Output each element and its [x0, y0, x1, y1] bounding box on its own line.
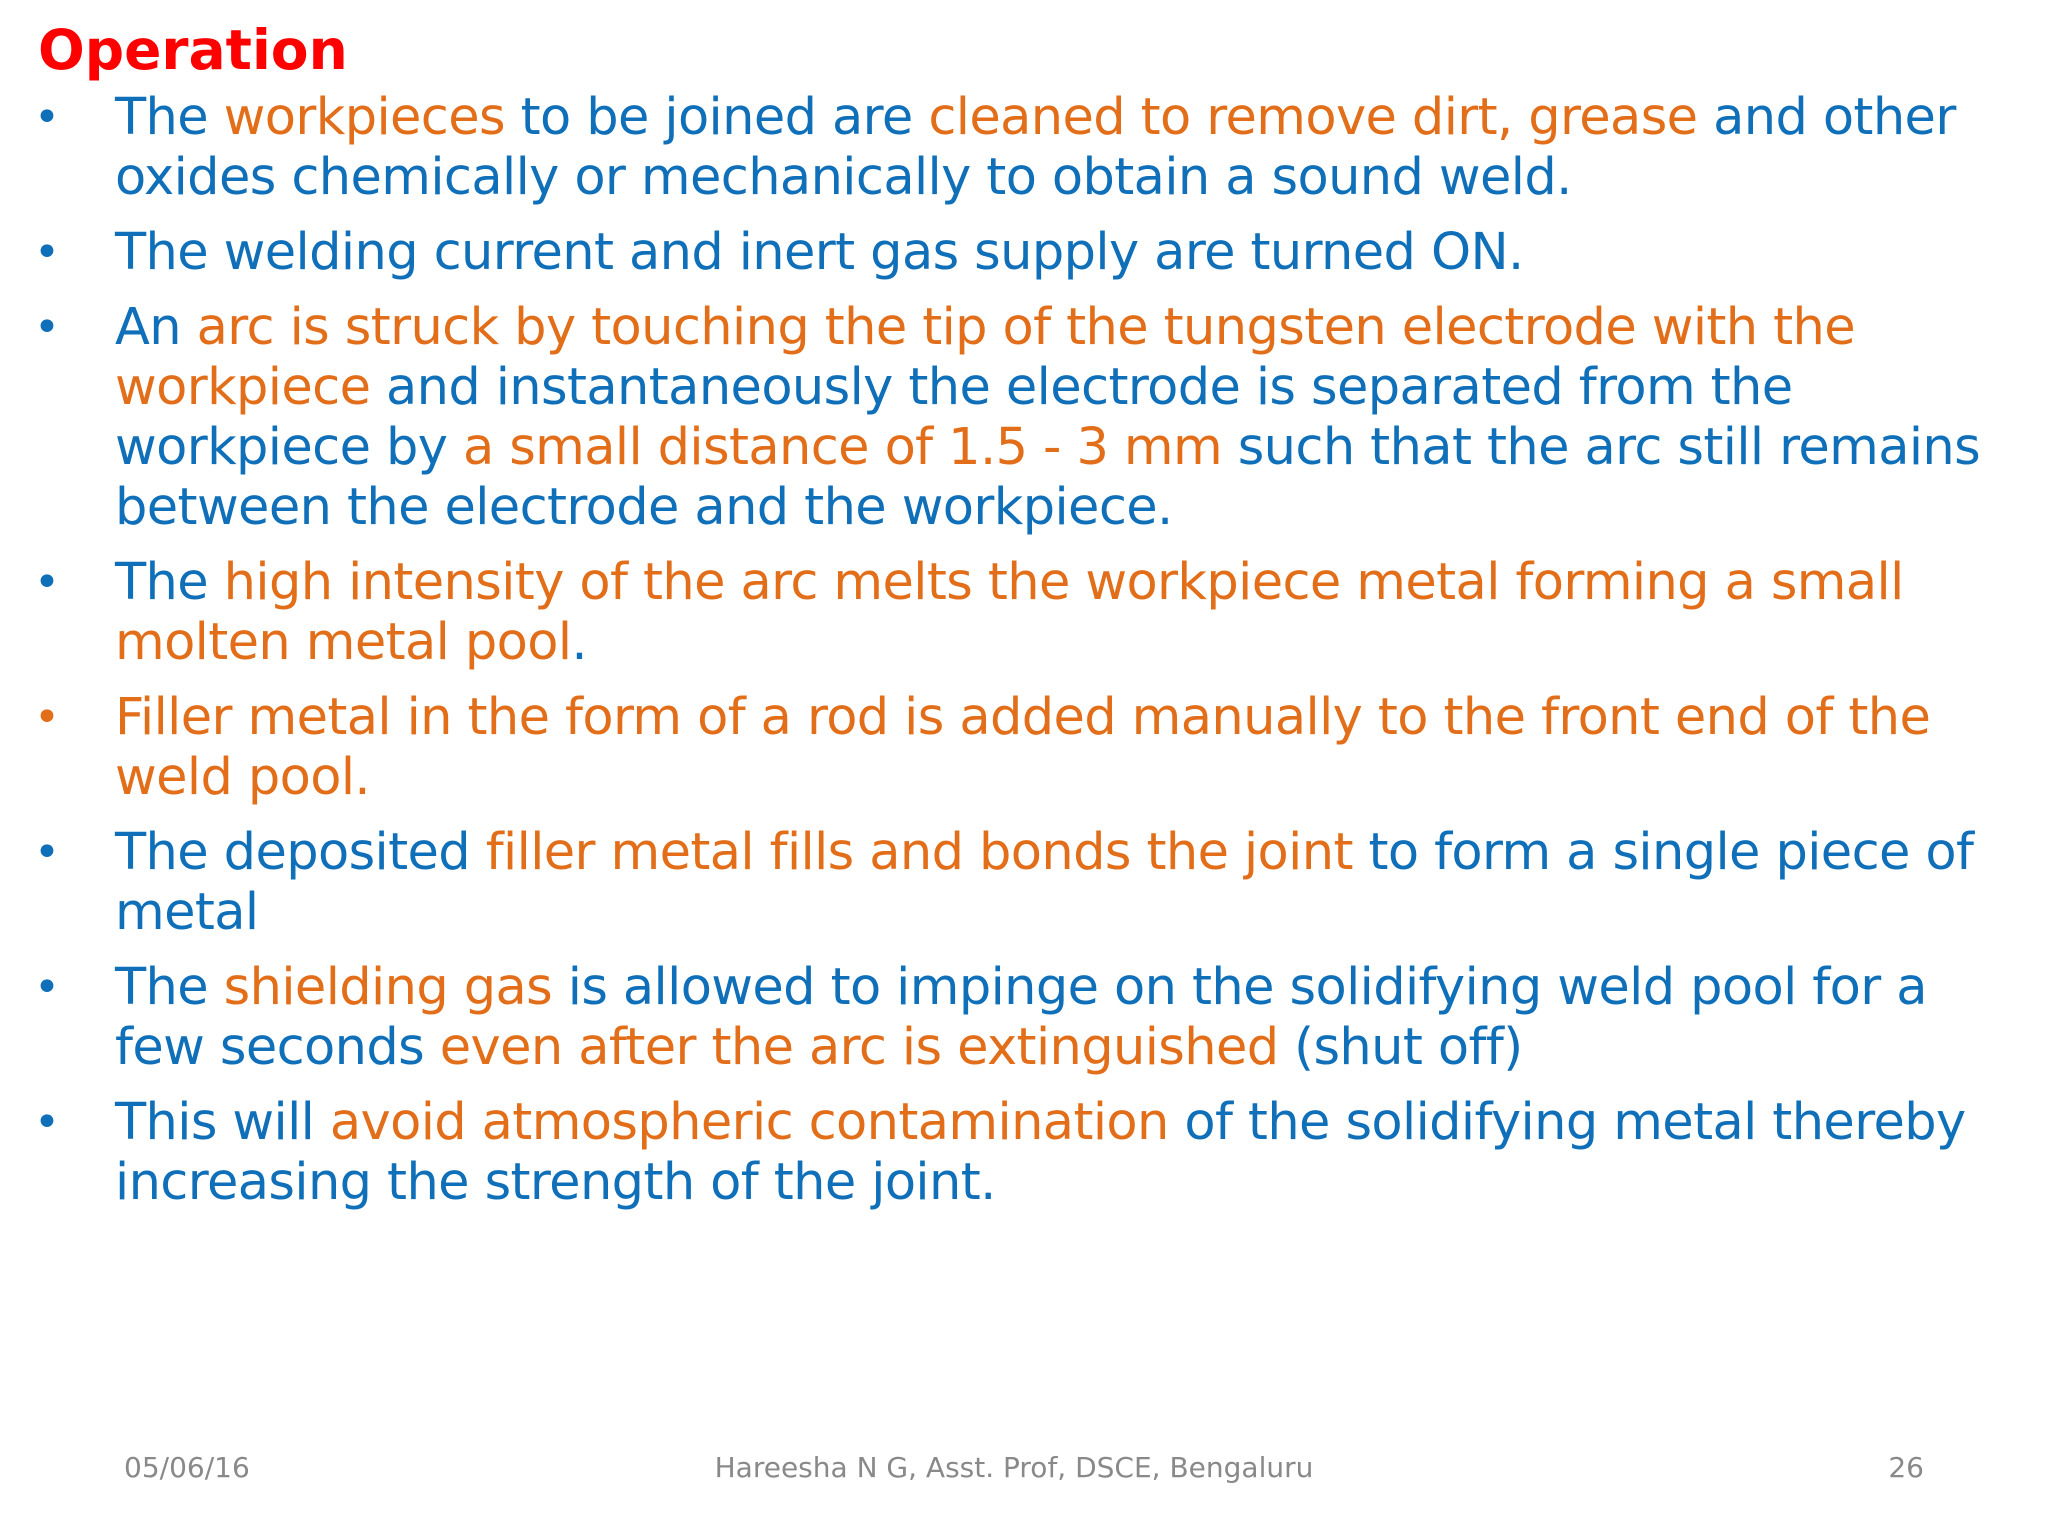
body-text: This will — [115, 1093, 330, 1152]
body-text: and instantaneously the electrode is separated from the workpiece by — [115, 358, 1793, 477]
bullet-item — [0, 223, 2048, 283]
body-text: The — [115, 88, 224, 147]
body-text: and other oxides chemically or mechanically to obtain a sound weld. — [115, 88, 1956, 207]
bullet-dot-icon: • — [34, 302, 60, 353]
bullet-dot-icon: • — [34, 827, 60, 878]
highlighted-text: high intensity of the arc melts the workpiece metal forming a small molten metal pool — [115, 553, 1904, 672]
bullet-dot-icon: • — [34, 557, 60, 608]
bullet-item — [0, 688, 2048, 808]
bullet-list — [0, 88, 2048, 1228]
bullet-item — [0, 88, 2048, 208]
bullet-item — [0, 1093, 2048, 1213]
body-text: . — [571, 613, 588, 672]
body-text: such that the arc still remains between the electrode and the workpiece. — [115, 418, 1981, 537]
highlighted-text: a small distance of 1.5 - 3 mm — [462, 418, 1223, 477]
body-text: (shut off) — [1278, 1018, 1523, 1077]
bullet-item — [0, 298, 2048, 538]
body-text: The — [115, 958, 224, 1017]
bullet-item — [0, 958, 2048, 1078]
highlighted-text: Filler metal in the form of a rod is added manually to the front end of the weld pool. — [115, 688, 1931, 807]
slide-title: Operation — [38, 18, 348, 82]
bullet-dot-icon: • — [34, 1097, 60, 1148]
highlighted-text: filler metal fills and bonds the joint — [485, 823, 1353, 882]
body-text: The deposited — [115, 823, 486, 882]
bullet-item — [0, 823, 2048, 943]
body-text: to be joined are — [505, 88, 929, 147]
body-text: The — [115, 553, 224, 612]
footer-date: 05/06/16 — [124, 1451, 250, 1484]
bullet-dot-icon: • — [34, 962, 60, 1013]
page-number: 26 — [1888, 1451, 1924, 1484]
body-text: The welding current and inert gas supply are turned ON. — [115, 223, 1524, 282]
highlighted-text: shielding gas — [223, 958, 553, 1017]
body-text: of the solidifying metal thereby increasing the strength of the joint. — [115, 1093, 1966, 1212]
highlighted-text: cleaned to remove dirt, grease — [928, 88, 1698, 147]
highlighted-text: avoid atmospheric contamination — [329, 1093, 1169, 1152]
body-text: to form a single piece of metal — [115, 823, 1974, 942]
bullet-item — [0, 553, 2048, 673]
body-text: is allowed to impinge on the solidifying weld pool for a few seconds — [115, 958, 1927, 1077]
highlighted-text: arc is struck by touching the tip of the tungsten electrode with the workpiece — [115, 298, 1856, 417]
body-text: An — [115, 298, 197, 357]
footer-author: Hareesha N G, Asst. Prof, DSCE, Bengaluru — [714, 1451, 1314, 1484]
bullet-dot-icon: • — [34, 92, 60, 143]
bullet-dot-icon: • — [34, 227, 60, 278]
highlighted-text: workpieces — [223, 88, 505, 147]
highlighted-text: even after the arc is extinguished — [439, 1018, 1279, 1077]
bullet-dot-icon: • — [34, 692, 60, 743]
